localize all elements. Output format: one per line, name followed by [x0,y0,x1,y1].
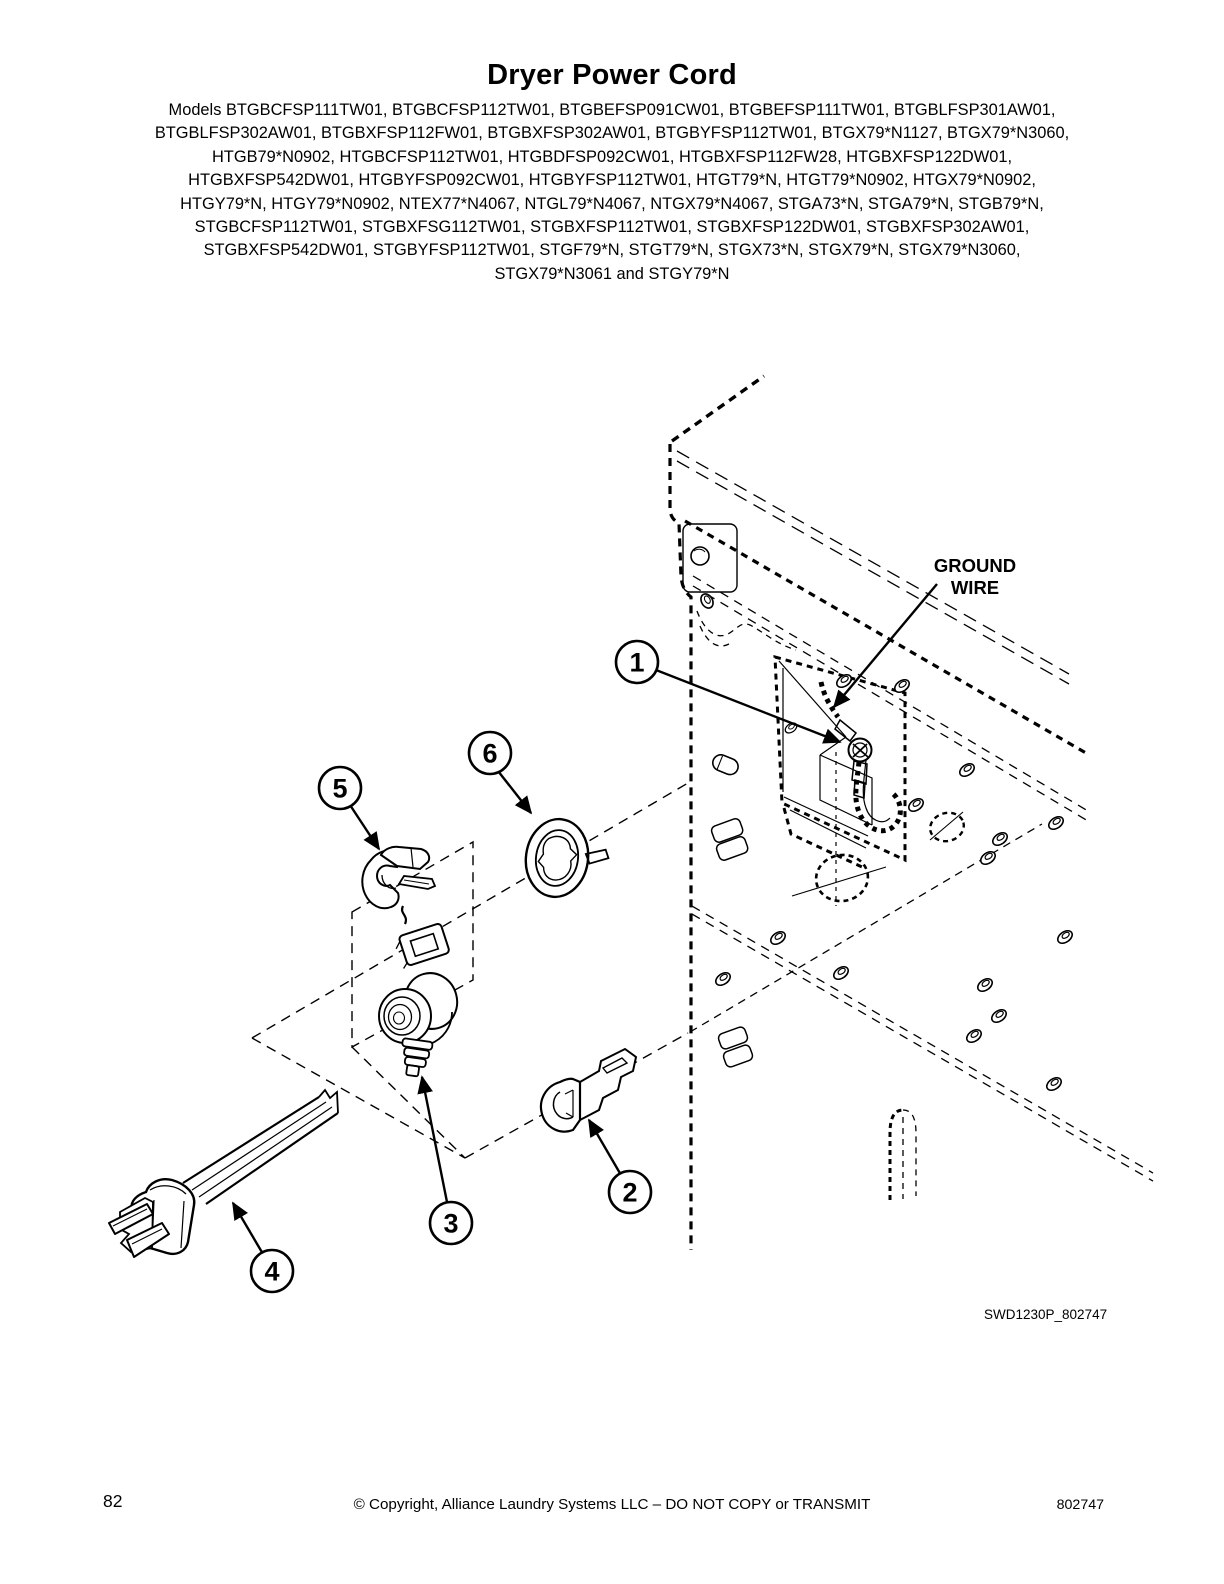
callout-number: 6 [482,738,498,769]
callout-number: 3 [443,1208,459,1239]
callout-3 [430,1202,472,1244]
callout-4 [251,1250,293,1292]
figure-code: SWD1230P_802747 [984,1307,1108,1322]
model-line: STGX79*N3061 and STGY79*N [494,264,730,283]
footer-copyright: © Copyright, Alliance Laundry Systems LLC – DO NOT COPY or TRANSMIT [353,1496,871,1513]
cord-clamp-lower-part [541,1049,636,1132]
slot-bracket [710,817,749,861]
callout-number: 2 [622,1177,638,1208]
retainer-ring-part [521,815,613,904]
panel-slot [890,1110,916,1200]
model-line: HTGB79*N0902, HTGBCFSP112TW01, HTGBDFSP092CW01, HTGBXFSP112FW28, HTGBXFSP122DW01, [211,147,1013,166]
callout-5 [319,767,361,809]
page-title: Dryer Power Cord [487,59,737,91]
ground-screw [835,720,872,798]
model-line: STGBCFSP112TW01, STGBXFSG112TW01, STGBXFSP112TW01, STGBXFSP122DW01, STGBXFSP302AW01, [194,218,1030,237]
model-line: HTGBXFSP542DW01, HTGBYFSP092CW01, HTGBYFSP112TW01, HTGT79*N, HTGT79*N0902, HTGX79*N0902, [188,171,1036,190]
callout-number: 1 [629,647,645,678]
footer-doc-number: 802747 [1056,1497,1104,1513]
ground-wire-label [934,555,1016,598]
cord-clamp-upper-part [362,847,450,969]
strain-relief-bushing-part [379,967,463,1078]
power-cord-part [109,1090,338,1257]
standoff [710,752,740,777]
callout-1 [616,641,658,683]
model-line: HTGY79*N, HTGY79*N0902, NTEX77*N4067, NTGL79*N4067, NTGX79*N4067, STGA73*N, STGA79*N, STGB79*N, [180,194,1044,213]
callout-leaders [233,584,937,1254]
clamp-nut [393,923,450,969]
slot-bracket [717,1026,754,1069]
callout-2 [609,1171,651,1213]
model-line: BTGBLFSP302AW01, BTGBXFSP112FW01, BTGBXFSP302AW01, BTGBYFSP112TW01, BTGX79*N1127, BTGX79*N3060, [154,124,1070,143]
svg-text:WIRE: WIRE [950,577,1000,598]
dryer-cabinet-linework [670,376,1153,1250]
callout-6 [469,732,511,774]
callout-number: 5 [332,773,348,804]
svg-text:GROUND: GROUND [933,555,1017,576]
model-line: STGBXFSP542DW01, STGBYFSP112TW01, STGF79*N, STGT79*N, STGX73*N, STGX79*N, STGX79*N3060, [203,241,1021,260]
footer-page-number: 82 [103,1491,123,1511]
model-line: Models BTGBCFSP111TW01, BTGBCFSP112TW01, BTGBEFSP091CW01, BTGBEFSP111TW01, BTGBLFSP301AW01, [168,101,1056,119]
callout-number: 4 [264,1256,280,1287]
